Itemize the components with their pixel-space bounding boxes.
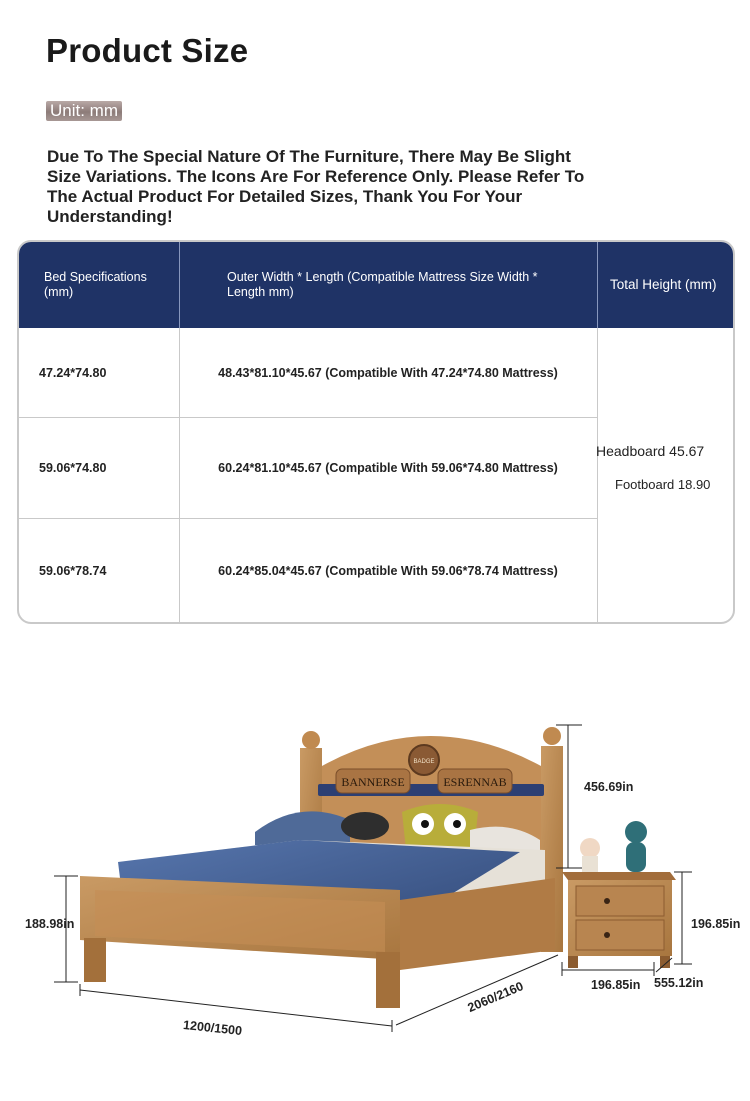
- footboard: [80, 876, 555, 1008]
- bed-illustration: [0, 700, 750, 1096]
- table-row-2-outer: 60.24*81.10*45.67 (Compatible With 59.06*74.80 Mattress): [218, 461, 558, 475]
- dim-headboard-height: 456.69in: [584, 780, 634, 794]
- bed-dimension-figure: [0, 700, 750, 1096]
- unit-badge: Unit: mm: [46, 101, 122, 121]
- header-bed-spec: Bed Specifications (mm): [44, 270, 147, 299]
- svg-text:BANNERSE: BANNERSE: [341, 775, 405, 789]
- height-footboard: Footboard 18.90: [615, 477, 711, 492]
- header-divider: [597, 242, 598, 328]
- size-table: [17, 240, 735, 624]
- height-headboard: Headboard 45.67: [596, 443, 705, 459]
- header-divider: [179, 242, 180, 328]
- dim-bed-width: 1200/1500: [182, 1017, 243, 1039]
- svg-text:ESRENNAB: ESRENNAB: [443, 775, 507, 789]
- dim-nightstand-width: 196.85in: [591, 978, 641, 992]
- table-row-1-spec: 47.24*74.80: [39, 365, 107, 380]
- svg-text:BADGE: BADGE: [413, 759, 435, 765]
- table-row-3-outer: 60.24*85.04*45.67 (Compatible With 59.06*78.74 Mattress): [218, 563, 558, 578]
- table-row-3-spec: 59.06*78.74: [39, 563, 107, 578]
- header-outer-size: Outer Width * Length (Compatible Mattress Size Width * Length mm): [227, 270, 538, 299]
- header-total-height: Total Height (mm): [610, 277, 717, 292]
- nightstand: [562, 821, 676, 968]
- size-notice: Due To The Special Nature Of The Furniture, There May Be Slight Size Variations. The Icons Are For Reference Only. Please Refer To The Actual Product For Detailed Sizes, Thank You For Your Understanding!: [47, 147, 585, 226]
- dim-bed-side-height: 188.98in: [25, 917, 75, 931]
- dim-nightstand-depth: 555.12in: [654, 976, 704, 990]
- page-title: Product Size: [46, 32, 249, 69]
- dim-bed-length: 2060/2160: [465, 979, 526, 1015]
- column-divider: [597, 328, 598, 622]
- table-row-2-spec: 59.06*74.80: [39, 461, 107, 475]
- dim-nightstand-height: 196.85in: [691, 917, 741, 931]
- table-header-row: [19, 242, 733, 328]
- table-row-1-outer: 48.43*81.10*45.67 (Compatible With 47.24*74.80 Mattress): [218, 365, 558, 380]
